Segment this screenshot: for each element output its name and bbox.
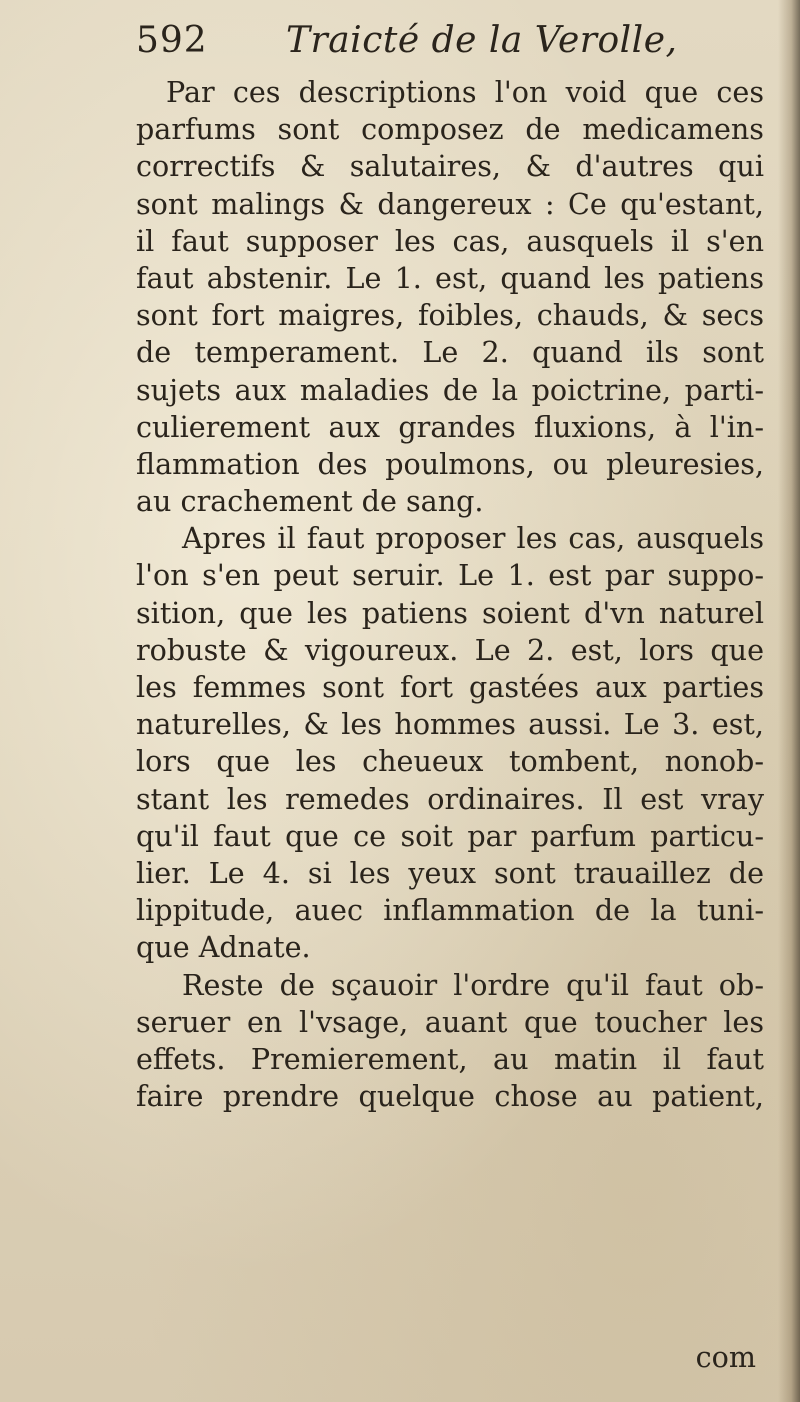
catchword: com [695,1340,756,1374]
page-gutter-shadow [778,0,800,1402]
running-title: Traicté de la Verolle, [286,20,678,61]
text-line: parfums sont composez de medicamens [136,112,764,147]
text-line: sujets aux maladies de la poictrine, parti- [136,372,764,407]
text-line: flammation des poulmons, ou pleuresies, [136,446,764,481]
text-line: culierement aux grandes fluxions, à l'in- [136,409,764,444]
page-number: 592 [136,20,208,61]
text-line: de temperament. Le 2. quand ils sont [136,335,764,370]
text-line: effets. Premierement, au matin il faut [136,1041,764,1076]
text-line: l'on s'en peut seruir. Le 1. est par suppo- [136,558,764,593]
text-line: qu'il faut que ce soit par parfum particu- [136,818,764,853]
text-line: sition, que les patiens soient d'vn naturel [136,595,764,630]
text-line: lippitude, auec inflammation de la tuni- [136,893,764,928]
text-line: lier. Le 4. si les yeux sont trauaillez de [136,855,764,890]
text-line: seruer en l'vsage, auant que toucher les [136,1004,764,1039]
text-line: Reste de sçauoir l'ordre qu'il faut ob- [182,967,764,1002]
text-line: faire prendre quelque chose au patient, [136,1079,764,1114]
text-line: les femmes sont fort gastées aux parties [136,670,764,704]
text-line: Par ces descriptions l'on void que ces [166,75,764,109]
text-line: Apres il faut proposer les cas, ausquels [182,521,764,556]
text-line: lors que les cheueux tombent, nonob- [136,744,764,779]
running-head [136,16,776,70]
text-line: stant les remedes ordinaires. Il est vray [136,781,764,816]
text-line: naturelles, & les hommes aussi. Le 3. est, [136,707,764,742]
text-line: robuste & vigoureux. Le 2. est, lors que [136,632,764,667]
text-line: sont fort maigres, foibles, chauds, & secs [136,298,764,333]
text-line: que Adnate. [136,930,311,965]
text-line: faut abstenir. Le 1. est, quand les patiens [136,260,764,295]
text-line: sont malings & dangereux : Ce qu'estant, [136,186,764,221]
text-line: il faut supposer les cas, ausquels il s'en [136,223,764,258]
text-line: correctifs & salutaires, & d'autres qui [136,149,764,184]
text-line: au crachement de sang. [136,484,484,519]
body-text [136,74,764,1115]
